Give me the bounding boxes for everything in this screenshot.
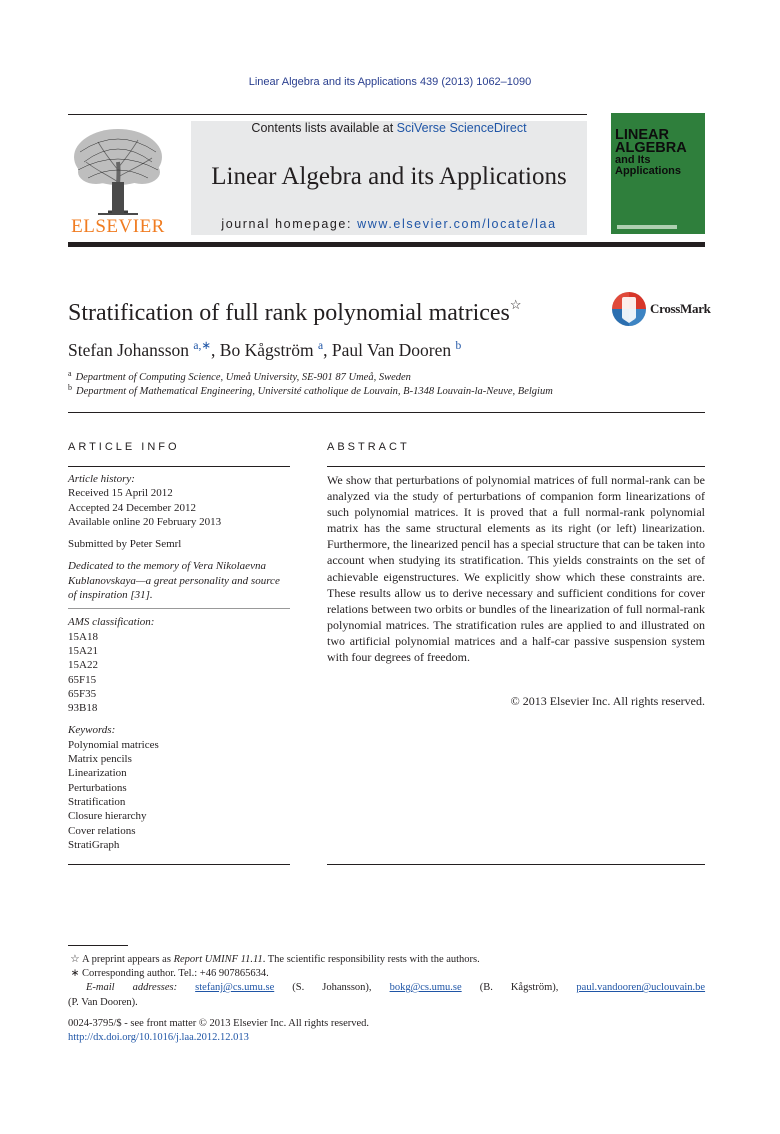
affiliation [68, 383, 553, 397]
contents-prefix: Contents lists available at [251, 121, 397, 135]
keyword: Closure hierarchy [68, 810, 147, 823]
affiliation [68, 369, 411, 383]
ams-classification [68, 615, 290, 715]
article-info-bottom-rule [68, 864, 290, 865]
journal-name: Linear Algebra and its Applications [211, 163, 567, 190]
contents-line [191, 121, 587, 135]
keyword: Cover relations [68, 824, 136, 837]
footnote-mark: ☆ [70, 954, 80, 965]
email-link[interactable]: bokg@cs.umu.se [389, 982, 462, 993]
email-owner: (S. Johansson), [292, 982, 372, 993]
ams-label: AMS classification: [68, 616, 155, 629]
cover-fine-print [617, 225, 677, 229]
header-thick-rule [68, 242, 705, 247]
keywords [68, 723, 290, 852]
email-owner: (B. Kågström), [479, 982, 559, 993]
journal-homepage-line [191, 217, 587, 231]
keyword: StratiGraph [68, 838, 120, 851]
section-rule [68, 412, 705, 413]
ams-code: 93B18 [68, 702, 98, 715]
keyword: Polynomial matrices [68, 738, 159, 751]
ams-code: 15A18 [68, 630, 98, 643]
crossmark-label[interactable]: CrossMark [650, 301, 711, 316]
author-name: Paul Van Dooren [331, 340, 452, 360]
author-affiliation-mark[interactable]: a,∗ [193, 340, 212, 352]
author-name: Stefan Johansson [68, 340, 190, 360]
abstract-heading: ABSTRACT [327, 441, 410, 453]
keyword: Stratification [68, 795, 126, 808]
elsevier-wordmark: ELSEVIER [71, 216, 165, 237]
footnote-mark: ∗ [70, 968, 80, 979]
dedication [68, 559, 290, 602]
footnote-text: A preprint appears as [82, 954, 174, 965]
keyword: Linearization [68, 767, 127, 780]
email-label: E-mail addresses: [86, 982, 178, 993]
doi-link[interactable]: http://dx.doi.org/10.1016/j.laa.2012.12.013 [68, 1032, 249, 1043]
abstract-copyright: © 2013 Elsevier Inc. All rights reserved. [510, 694, 705, 708]
abstract-rule [327, 466, 705, 467]
affiliation-mark: a [68, 369, 72, 378]
keyword: Perturbations [68, 781, 127, 794]
abstract-bottom-rule [327, 864, 705, 865]
footnote-corresponding [68, 967, 705, 981]
affiliation-text: Department of Computing Science, Umeå University, SE-901 87 Umeå, Sweden [75, 372, 411, 383]
title-footnote-mark[interactable]: ☆ [509, 297, 522, 312]
cover-title-line: Applications [615, 165, 682, 177]
header-top-rule [68, 114, 587, 115]
keyword: Matrix pencils [68, 753, 132, 766]
article-title [68, 297, 522, 327]
accepted-date: Accepted 24 December 2012 [68, 501, 196, 514]
ams-code: 65F35 [68, 687, 97, 700]
author-affiliation-mark[interactable]: b [455, 340, 462, 352]
article-info-panel [68, 472, 290, 852]
footnote-text: . The scientific responsibility rests with the authors. [262, 954, 480, 965]
footnote-preprint [68, 953, 705, 967]
homepage-prefix: journal homepage: [221, 217, 358, 231]
submitted-by: Submitted by Peter Semrl [68, 538, 182, 551]
author-name: Bo Kågström [219, 340, 314, 360]
cover-title-line: ALGEBRA [615, 140, 687, 156]
ams-code: 15A21 [68, 644, 98, 657]
report-id: Report UMINF 11.11 [173, 954, 263, 965]
received-date: Received 15 April 2012 [68, 487, 173, 500]
article-info-rule [68, 466, 290, 467]
cover-title-line: LINEAR [615, 127, 669, 143]
email-link[interactable]: stefanj@cs.umu.se [195, 982, 275, 993]
sciencedirect-link[interactable]: SciVerse ScienceDirect [396, 121, 527, 135]
crossmark-icon [611, 291, 647, 327]
journal-cover-image[interactable] [611, 113, 705, 234]
issn-line: 0024-3795/$ - see front matter © 2013 Elsevier Inc. All rights reserved. [68, 1018, 370, 1029]
author-list: Stefan Johansson $^{a,∗}$, Bo Kågström $^a$, Paul Van Dooren $^b$ [68, 340, 462, 360]
affiliation-text: Department of Mathematical Engineering, Université catholique de Louvain, B-1348 Louvain-la-Neuve, Belgium [76, 386, 553, 397]
dedication-line: of inspiration [31]. [68, 589, 153, 602]
affiliation-mark: b [68, 383, 72, 392]
dedication-line: Dedicated to the memory of Vera Nikolaevna [68, 560, 266, 573]
ams-code: 65F15 [68, 673, 97, 686]
dedication-line: Kublanovskaya—a great personality and source [68, 574, 280, 587]
history-label: Article history: [68, 473, 135, 485]
info-divider [68, 608, 290, 609]
keywords-label: Keywords: [68, 724, 116, 737]
email-link[interactable]: paul.vandooren@uclouvain.be [576, 982, 706, 993]
homepage-link[interactable]: www.elsevier.com/locate/laa [357, 217, 557, 231]
footnote-emails-cont: (P. Van Dooren). [68, 997, 138, 1008]
online-date: Available online 20 February 2013 [68, 515, 222, 528]
abstract-text: We show that perturbations of polynomial matrices of full normal-rank can be analyzed via the study of perturbations of companion form linearizations of such polynomial matrices. It is proved that a full normal-rank polynomial matrix has the same structural elements as its right (or left) linearization. Furthermore, the linearized pencil has a special structure that can be taken into account when studying its stratification. This yields constraints on the set of achievable eigenstructures. We explicitly show which these constraints are. These results allow us to derive necessary and sufficient conditions for cover relations between two orbits or bundles of the linearization of full normal-rank polynomial matrices. The stratification rules are applied to and illustrated on two artificial polynomial matrices and a half-car passive suspension system with four degrees of freedom. [327, 473, 705, 665]
article-title-text: Stratification of full rank polynomial matrices [68, 300, 510, 326]
footnote-emails [68, 981, 705, 995]
ams-code: 15A22 [68, 659, 98, 672]
cover-title-line: and Its [615, 154, 651, 166]
article-history [68, 472, 290, 529]
footnote-text: Corresponding author. Tel.: +46 907865634. [82, 968, 269, 979]
journal-citation[interactable]: Linear Algebra and its Applications 439 (2013) 1062–1090 [248, 76, 532, 88]
article-info-heading: ARTICLE INFO [68, 441, 180, 453]
elsevier-logo[interactable] [68, 122, 168, 237]
author-affiliation-mark[interactable]: a [317, 340, 324, 352]
footnote-rule [68, 945, 128, 946]
